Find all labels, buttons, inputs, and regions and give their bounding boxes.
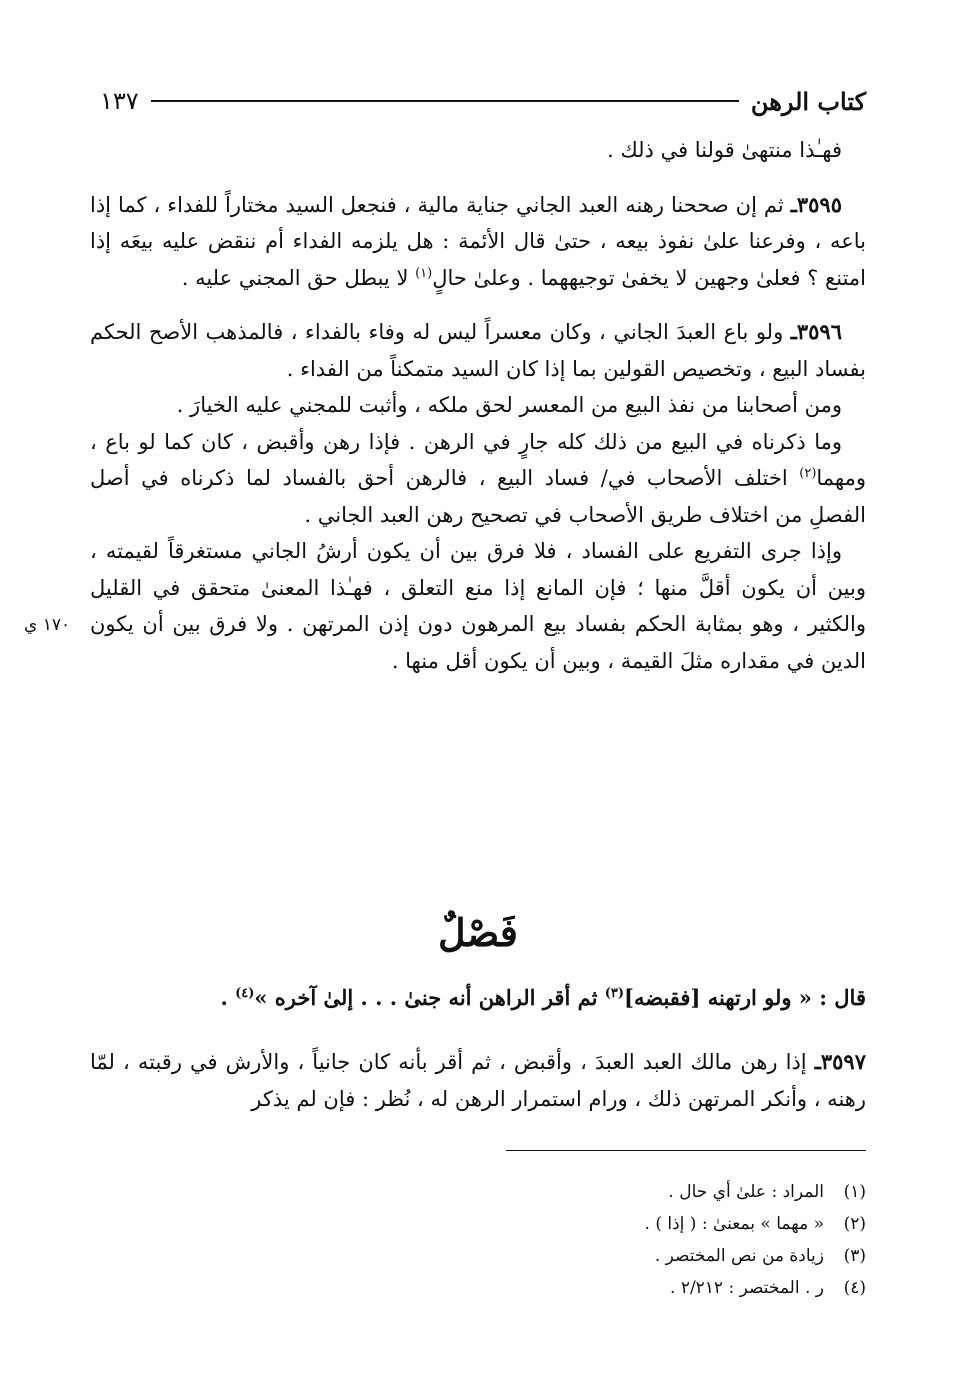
section-heading: فَصْلٌ xyxy=(438,910,518,955)
quote-end: . xyxy=(220,985,236,1010)
paragraph-3596 xyxy=(90,314,866,387)
paragraph-number: ٣٥٩٧ـ xyxy=(814,1049,866,1074)
footnote-ref-1: (١) xyxy=(415,265,433,281)
footnote xyxy=(366,1240,866,1272)
footnote-ref-4: (٤) xyxy=(235,986,255,1001)
footnote-ref-3: (٣) xyxy=(604,986,625,1001)
paragraph-5: وإذا جرى التفريع على الفساد ، فلا فرق بين أن يكون أرشُ الجاني مستغرقاً لقيمته ، وبين أن يكون أقلَّ منها ؛ فإن المانع إذا منع التعلق ، فهـٰذا المعنىٰ متحقق في القليل والكثير ، وهو بمثابة الحكم بفساد بيع المرهون دون إذن المرتهن . ولا فرق بين أن يكون الدين في مقداره مثلَ القيمة ، وبين أن يكون أقل منها . xyxy=(90,539,866,673)
paragraph-3595 xyxy=(90,187,866,297)
paragraph-text-tail: اختلف الأصحاب في/ فساد البيع ، فالرهن أحق بالفساد لما ذكرناه في أصل الفصلِ من اختلاف طريق الأصحاب في تصحيح رهن العبد الجاني . xyxy=(90,466,866,527)
running-header xyxy=(100,86,866,116)
paragraph-number: ٣٥٩٦ـ xyxy=(790,319,842,344)
footnote xyxy=(366,1176,866,1208)
paragraph-3597 xyxy=(90,1044,866,1117)
footnote-text: زيادة من نص المختصر . xyxy=(654,1246,824,1266)
paragraph-3: ومن أصحابنا من نفذ البيع من المعسر لحق ملكه ، وأثبت للمجني عليه الخيارَ . xyxy=(176,393,842,417)
paragraph-0: فهـٰذا منتهىٰ قولنا في ذلك . xyxy=(607,138,842,162)
footnotes xyxy=(366,1176,866,1304)
paragraph-number: ٣٥٩٥ـ xyxy=(790,191,842,217)
paragraph-4 xyxy=(90,424,866,534)
footnote-text: ر . المختصر : ٢/٢١٢ . xyxy=(670,1278,824,1298)
paragraph-text: إذا رهن مالك العبد العبدَ ، وأقبض ، ثم أقر بأنه كان جانياً ، والأرش في رقبته ، لمّا رهنه ، وأنكر المرتهن ذلك ، ورام استمرار الرهن له ، نُظر : فإن لم يذكر xyxy=(90,1050,866,1111)
book-title: كتاب الرهن xyxy=(750,86,866,116)
main-text xyxy=(90,132,866,679)
quote-part-b: ثم أقر الراهن أنه جنىٰ . . . إلىٰ آخره » xyxy=(254,985,605,1010)
paragraph-text-tail: لا يبطل حق المجني عليه . xyxy=(181,265,416,290)
footnote-separator xyxy=(506,1150,866,1151)
page-number: ١٣٧ xyxy=(100,87,139,115)
main-text-continued xyxy=(90,1044,866,1117)
footnote-number: (١) xyxy=(843,1182,866,1202)
paragraph-text: ولو باع العبدَ الجاني ، وكان معسراً ليس له وفاء بالفداء ، فالمذهب الأصح الحكم بفساد البيع ، وتخصيص القولين بما إذا كان السيد متمكناً من الفداء . xyxy=(90,320,866,381)
section-heading-wrap xyxy=(0,910,956,955)
quoted-text xyxy=(90,980,866,1016)
paragraph-text: وما ذكرناه في البيع من ذلك كله جارٍ في الرهن . فإذا رهن وأقبض ، كان كما لو باع ، ومهما xyxy=(90,429,866,490)
footnote-number: (٢) xyxy=(843,1214,866,1234)
footnote-text: « مهما » بمعنىٰ : ( إذا ) . xyxy=(644,1214,824,1234)
footnote-text: المراد : علىٰ أي حال . xyxy=(668,1182,824,1202)
footnote xyxy=(366,1208,866,1240)
paragraph-text: ثم إن صححنا رهنه العبد الجاني جناية مالية ، فنجعل السيد مختاراً للفداء ، كما إذا باعه ، وفرعنا علىٰ نفوذ بيعه ، حتىٰ قال الأئمة : هل يلزمه الفداء أم ننقض عليه بيعَه إذا امتنع ؟ فعلىٰ وجهين لا يخفىٰ توجيههما . وعلىٰ حالٍ xyxy=(90,192,866,290)
margin-manuscript-ref: ١٧٠ ي xyxy=(24,615,71,635)
header-rule xyxy=(151,100,739,102)
quote-part-a: قال : « ولو ارتهنه [فقبضه] xyxy=(624,985,866,1010)
footnote-ref-2: (٢) xyxy=(799,466,817,481)
footnote xyxy=(366,1272,866,1304)
footnote-number: (٣) xyxy=(843,1246,866,1266)
footnote-number: (٤) xyxy=(843,1278,866,1298)
